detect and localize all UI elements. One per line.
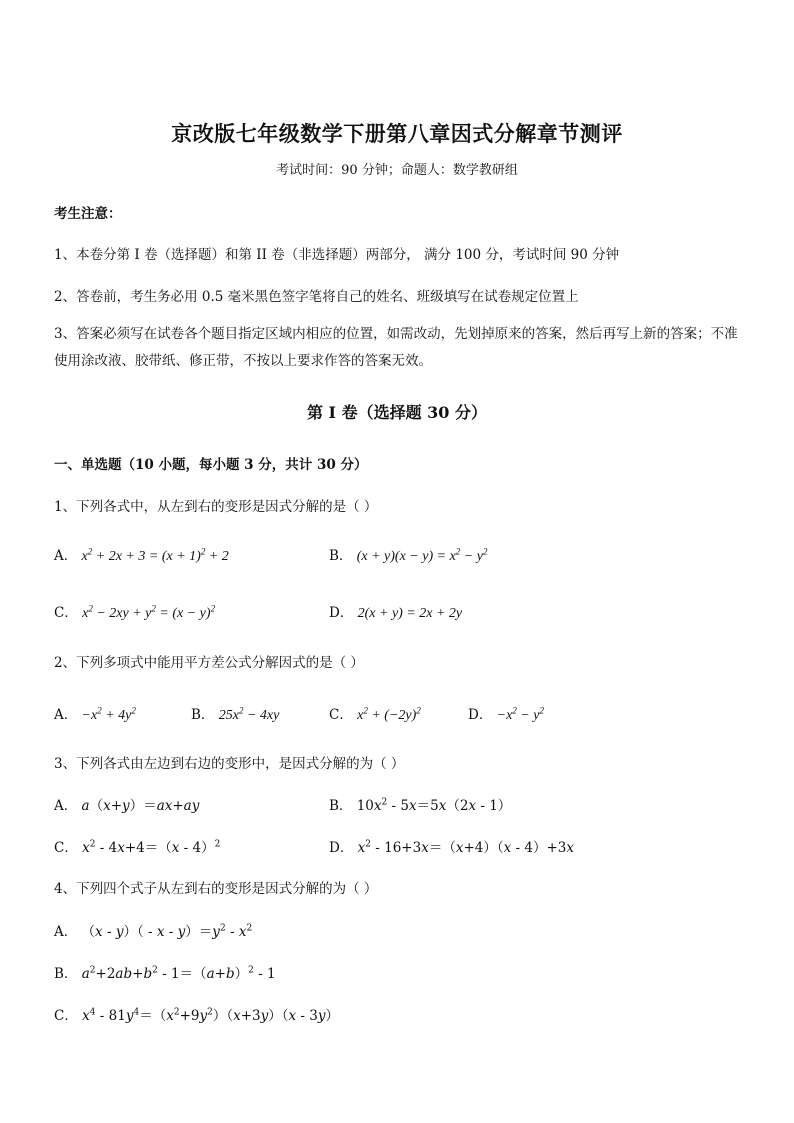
q2-option-c-label: C．: [329, 707, 353, 723]
q2-option-b[interactable]: [191, 703, 279, 724]
q2-option-b-expr: $25x^2 - 4xy$: [218, 705, 280, 723]
q3-option-b-label: B．: [329, 798, 353, 814]
q1-option-d-expr: 2(x + y) = 2x + 2y: [357, 606, 463, 621]
q3-option-d[interactable]: [329, 836, 574, 856]
q2-option-b-label: B．: [191, 707, 215, 723]
q3-option-a-expr: a（x+y）＝ax+ay: [81, 798, 200, 814]
q2-option-a[interactable]: [54, 703, 136, 724]
question-1-stem: 1、下列各式中，从左到右的变形是因式分解的是（ ）: [54, 499, 378, 515]
q2-option-d-expr: $-x^2 - y^2$: [496, 705, 544, 723]
q3-option-b[interactable]: [329, 794, 511, 814]
q2-option-c[interactable]: [329, 703, 421, 724]
q3-option-c[interactable]: [54, 836, 220, 856]
notice-1: 1、本卷分第 I 卷（选择题）和第 II 卷（非选择题）两部分， 满分 100 分，考试时间 90 分钟: [54, 247, 620, 263]
notice-3: 3、答案必须写在试卷各个题目指定区域内相应的位置，如需改动，先划掉原来的答案，然后再写上新的答案；不准使用涂改液、胶带纸、修正带，不按以上要求作答的答案无效。: [54, 326, 738, 369]
q1-option-c-label: C．: [54, 605, 78, 621]
notice-heading: 考生注意：: [54, 206, 122, 222]
q2-option-c-expr: $x^2 + (-2y)^2$: [357, 705, 421, 723]
exam-info: 考试时间：90 分钟；命题人：数学教研组: [276, 163, 518, 178]
q3-option-a-label: A．: [54, 798, 78, 814]
q4-option-c-expr: $x^4 - 81y^4=(x^2+9y^2)(x+3y)(x - 3y)$: [82, 1007, 340, 1024]
q2-option-d[interactable]: [468, 703, 544, 724]
part-heading: 一、单选题（10 小题，每小题 3 分，共计 30 分）: [54, 457, 368, 473]
question-4-stem: 4、下列四个式子从左到右的变形是因式分解的为（ ）: [54, 881, 378, 897]
question-3-stem: 3、下列各式由左边到右边的变形中，是因式分解的为（ ）: [54, 756, 405, 772]
q3-option-c-label: C．: [54, 840, 78, 856]
q1-option-d[interactable]: [329, 601, 462, 622]
q3-option-d-label: D．: [329, 840, 354, 856]
question-2-stem: 2、下列多项式中能用平方差公式分解因式的是（ ）: [54, 655, 364, 671]
section-title: 第 I 卷（选择题 30 分）: [306, 403, 488, 422]
q1-option-d-label: D．: [329, 605, 354, 621]
notice-2: 2、答卷前，考生务必用 0.5 毫米黑色签字笔将自己的姓名、班级填写在试卷规定位置上: [54, 289, 579, 305]
q1-option-c[interactable]: [54, 601, 215, 622]
q2-option-d-label: D．: [468, 707, 493, 723]
q4-option-a[interactable]: [54, 920, 252, 940]
q1-option-b-label: B．: [329, 548, 353, 564]
q3-option-a[interactable]: [54, 794, 199, 814]
q1-option-c-expr: $x^2 - 2xy + y^2 = (x - y)^2$: [82, 603, 216, 621]
q2-option-a-label: A．: [54, 707, 78, 723]
q4-option-c[interactable]: [54, 1004, 339, 1024]
q1-option-b[interactable]: [329, 544, 487, 565]
q1-option-b-expr: $(x + y)(x - y) = x^2 - y^2$: [356, 546, 488, 564]
q1-option-a-expr: $x^2 + 2x + 3 = (x + 1)^2 + 2$: [81, 546, 229, 564]
q4-option-c-label: C．: [54, 1008, 78, 1024]
q2-option-a-expr: $-x^2 + 4y^2$: [81, 705, 136, 723]
q3-option-c-expr: $x^2 - 4x+4=(x - 4)^2$: [82, 839, 221, 856]
q1-option-a-label: A．: [54, 548, 78, 564]
q4-option-b[interactable]: [54, 962, 276, 982]
q4-option-b-expr: $a^2+2ab+b^2 - 1=(a+b)^2 - 1$: [81, 965, 276, 982]
q3-option-d-expr: $x^2 - 16+3x=(x+4)(x - 4)+3x$: [357, 839, 575, 856]
q4-option-b-label: B．: [54, 966, 78, 982]
q3-option-b-expr: $10x^2 - 5x=5x(2x - 1)$: [356, 797, 512, 814]
q4-option-a-expr: $(x - y)( - x - y)=y^2 - x^2$: [81, 923, 253, 940]
q1-option-a[interactable]: [54, 544, 229, 565]
q4-option-a-label: A．: [54, 924, 78, 940]
page-title: 京改版七年级数学下册第八章因式分解章节测评: [171, 121, 623, 146]
